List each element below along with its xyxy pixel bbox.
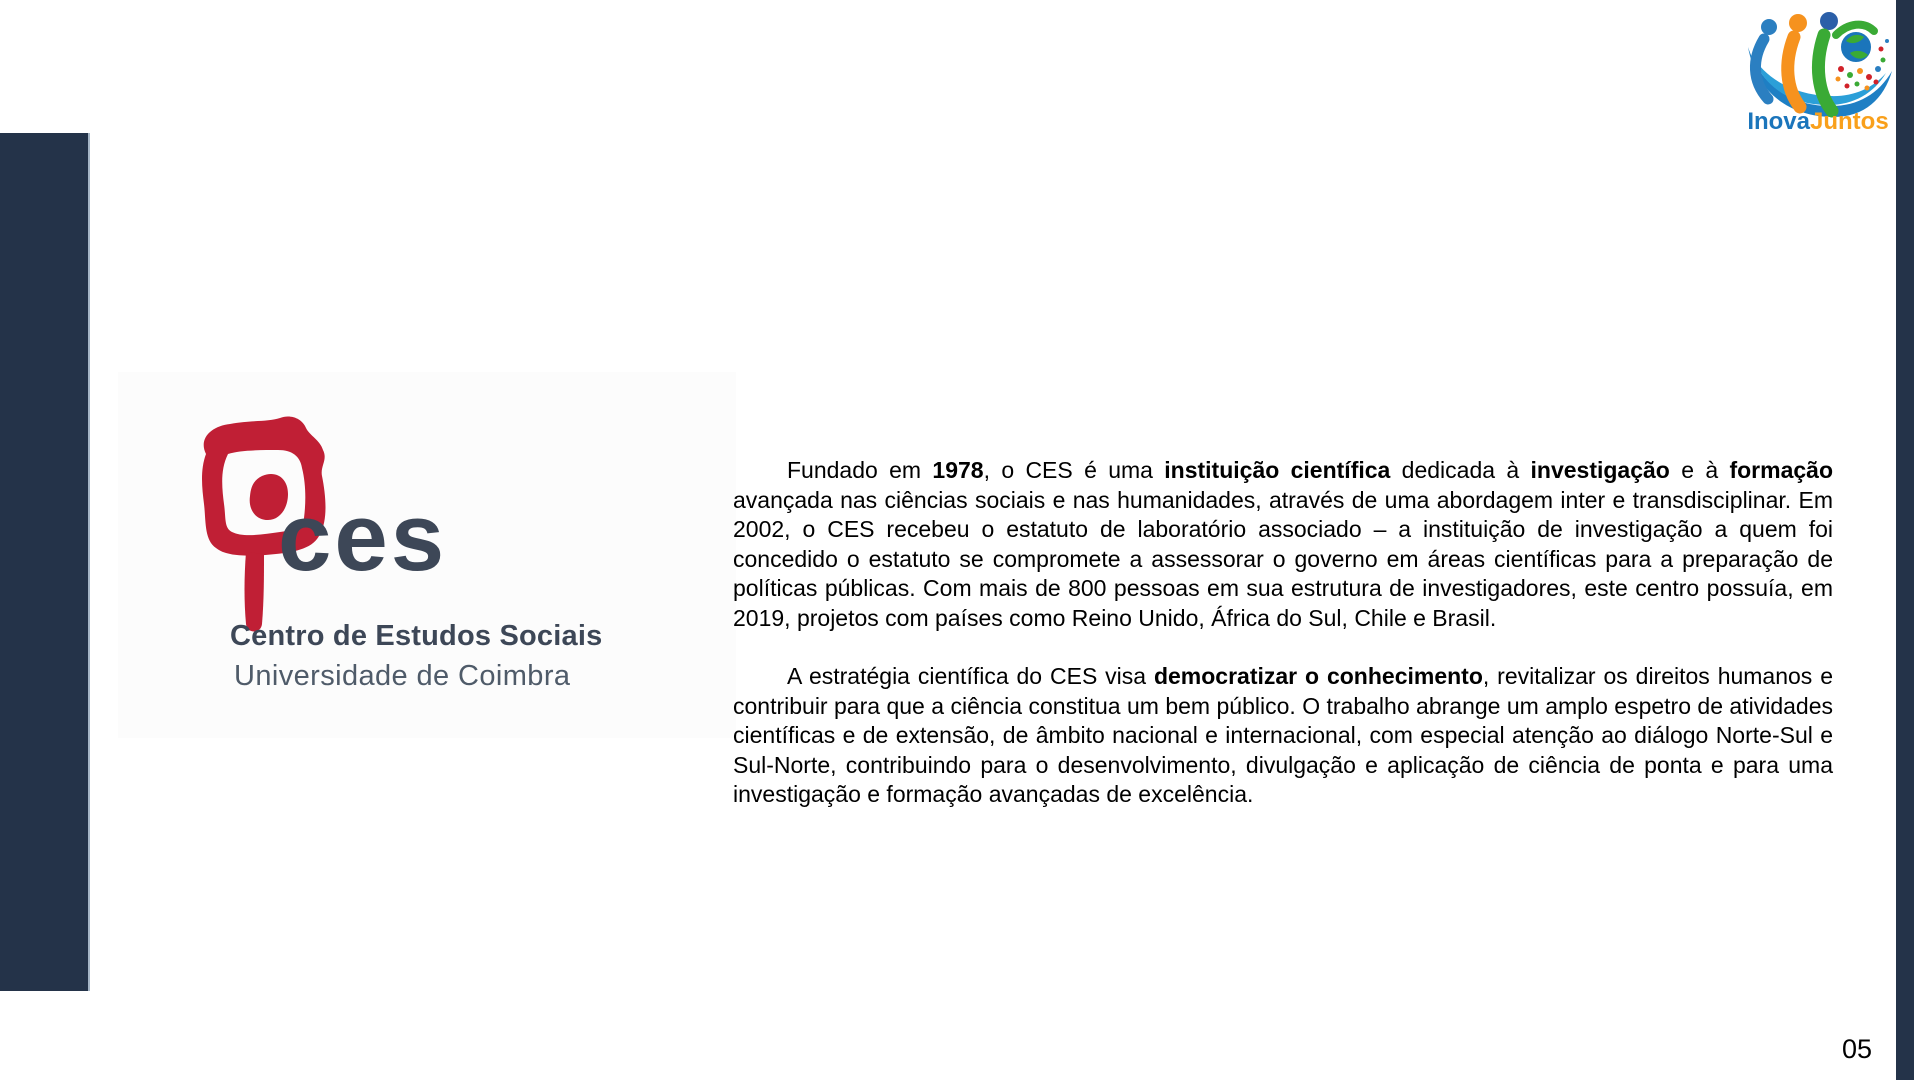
ces-name-line: Centro de Estudos Sociais <box>230 620 603 652</box>
inovajuntos-logo <box>1742 5 1894 133</box>
figure-head-darkblue <box>1820 12 1838 30</box>
left-accent-bar <box>0 133 90 991</box>
slide-body-text <box>733 456 1833 810</box>
figure-head-blue <box>1761 19 1777 35</box>
paragraph-2: A estratégia científica do CES visa democratizar o conhecimento, revitalizar os direitos humanos e contribuir para que a ciência constitua um bem público. O trabalho abrange um amplo espetro de atividades científicas e de extensão, de âmbito nacional e internacional, com especial atenção ao diálogo Norte-Sul e Sul-Norte, contribuindo para o desenvolvimento, divulgação e aplicação de ciência de ponta e para uma investigação e formação avançadas de excelência. <box>733 663 1833 807</box>
ces-institution-line: Universidade de Coimbra <box>234 660 571 692</box>
inovajuntos-wordmark: InovaJuntos <box>1747 108 1889 133</box>
right-accent-strip <box>1896 0 1914 1080</box>
page-number: 05 <box>1842 1034 1873 1064</box>
figure-head-orange <box>1789 14 1807 32</box>
ces-acronym: ces <box>278 484 448 591</box>
ces-logo-block <box>118 372 736 738</box>
paragraph-1: Fundado em 1978, o CES é uma instituição científica dedicada à investigação e à formação avançada nas ciências sociais e nas humanidades, através de uma abordagem inter e transdisciplinar. Em 2002, o CES recebeu o estatuto de laboratório associado – a instituição de investigação a quem foi concedido o estatuto se compromete a assessorar o governo em áreas científicas para a preparação de políticas públicas. Com mais de 800 pessoas em sua estrutura de investigadores, este centro possuía, em 2019, projetos com países como Reino Unido, África do Sul, Chile e Brasil. <box>733 457 1833 631</box>
